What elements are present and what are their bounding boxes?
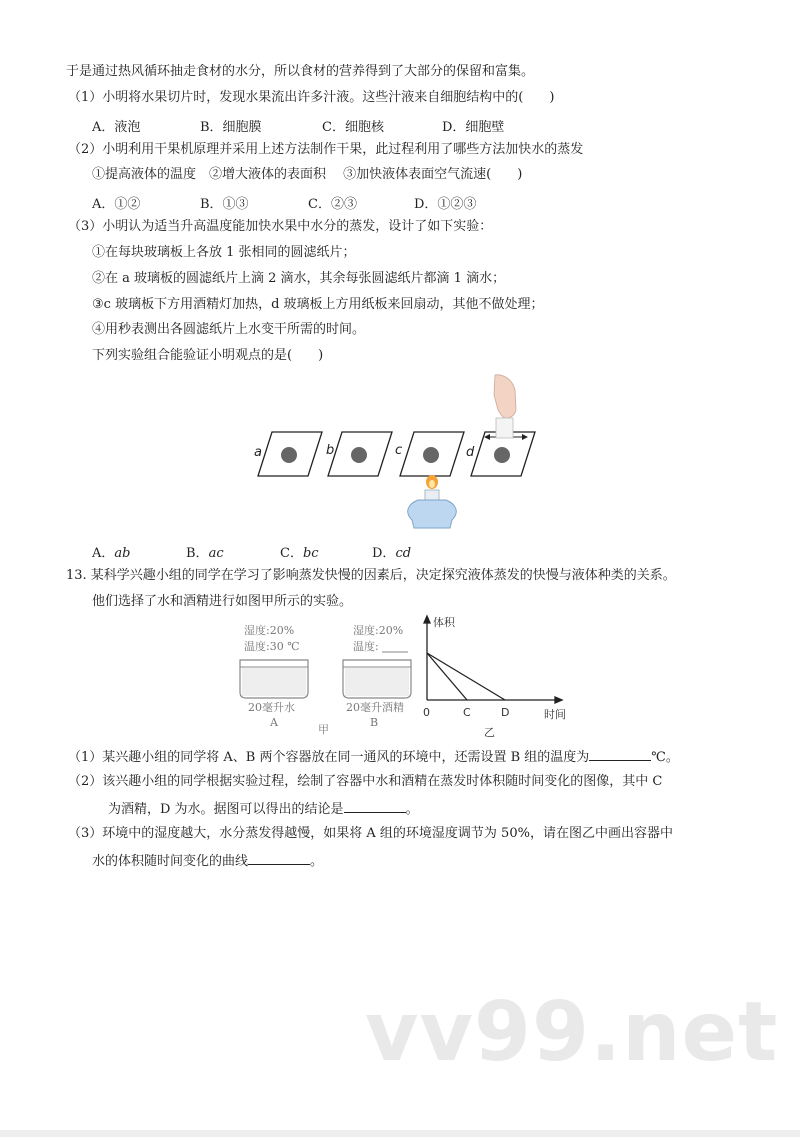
q3-option-b: B．ac — [186, 546, 224, 561]
b-liquid-label: 20毫升酒精 — [346, 701, 404, 714]
q3-question: 下列实验组合能验证小明观点的是( ) — [92, 348, 324, 363]
intro-line: 于是通过热风循环抽走食材的水分，所以食材的营养得到了大部分的保留和富集。 — [66, 64, 535, 79]
q1-option-c: C．细胞核 — [322, 120, 384, 135]
q1-option-b: B．细胞膜 — [200, 120, 262, 135]
q3-stem: （3）小明认为适当升高温度能加快水果中水分的蒸发，设计了如下实验： — [68, 219, 493, 234]
plate-c — [400, 432, 464, 476]
plate-label-b: b — [326, 443, 335, 458]
q2-option-c: C．②③ — [308, 197, 357, 212]
plate-d — [471, 432, 535, 476]
q3-step-2: ②在 a 玻璃板的圆滤纸片上滴 2 滴水，其余每张圆滤纸片都滴 1 滴水； — [92, 271, 506, 286]
c-label: C — [463, 706, 471, 719]
a-temperature: 温度:30 ℃ — [244, 640, 300, 653]
q2-option-a: A．①② — [92, 197, 141, 212]
q3-option-c: C．bc — [280, 546, 319, 561]
q13-sub3-a: （3）环境中的湿度越大，水分蒸发得越慢，如果将 A 组的环境湿度调节为 50%，请在图乙中画出容器中 — [68, 826, 673, 841]
plate-label-d: d — [466, 445, 475, 460]
container-a — [240, 623, 308, 729]
plate-label-a: a — [254, 445, 262, 460]
watermark: vv99.net — [365, 985, 779, 1080]
q1-stem: （1）小明将水果切片时，发现水果流出许多汁液。这些汁液来自细胞结构中的( ) — [68, 90, 555, 105]
answer-blank-3[interactable] — [248, 852, 310, 865]
line-c-alcohol — [427, 653, 467, 700]
volume-time-graph — [424, 616, 562, 703]
y-axis-label: 体积 — [433, 616, 455, 629]
a-name: A — [270, 716, 278, 729]
q13-sub2-a: （2）该兴趣小组的同学根据实验过程，绘制了容器中水和酒精在蒸发时体积随时间变化的图像，其中 C — [68, 774, 663, 789]
q13-stem-2: 他们选择了水和酒精进行如图甲所示的实验。 — [92, 594, 353, 609]
line-d-water — [427, 653, 505, 700]
q13-sub1: （1）某兴趣小组的同学将 A、B 两个容器放在同一通风的环境中，还需设置 B 组的温度为 ℃。 — [68, 750, 679, 765]
glass-plates-figure — [240, 370, 550, 535]
q3-option-d: D．cd — [372, 546, 412, 561]
plate-b — [328, 432, 392, 476]
plate-label-c: c — [395, 443, 403, 458]
q1-option-a: A．液泡 — [92, 120, 141, 135]
plate-a — [258, 432, 322, 476]
q2-option-d: D．①②③ — [414, 197, 477, 212]
q13-stem-1: 13. 某科学兴趣小组的同学在学习了影响蒸发快慢的因素后，决定探究液体蒸发的快慢与液体种类的关系。 — [66, 568, 676, 583]
q3-step-4: ④用秒表测出各圆滤纸片上水变干所需的时间。 — [92, 322, 366, 337]
x-axis-label: 时间 — [544, 708, 566, 721]
q13-sub2-b: 为酒精，D 为水。据图可以得出的结论是 。 — [108, 802, 419, 817]
q3-step-3: ③c 玻璃板下方用酒精灯加热，d 玻璃板上方用纸板来回扇动，其他不做处理； — [92, 297, 544, 312]
a-humidity: 湿度:20% — [244, 624, 295, 637]
q13-sub3-b: 水的体积随时间变化的曲线 。 — [92, 854, 324, 869]
q3-option-a: A．ab — [92, 546, 131, 561]
b-temperature: 温度: — [353, 640, 379, 653]
caption-jia: 甲 — [318, 723, 329, 736]
answer-blank-2[interactable] — [344, 800, 406, 813]
q2-option-b: B．①③ — [200, 197, 249, 212]
alcohol-lamp-icon — [408, 475, 457, 528]
b-humidity: 湿度:20% — [353, 624, 404, 637]
caption-yi: 乙 — [484, 726, 495, 739]
a-liquid-label: 20毫升水 — [248, 701, 295, 714]
b-name: B — [370, 716, 379, 729]
origin-label: 0 — [423, 706, 430, 719]
container-b — [343, 623, 411, 729]
q2-choices: ①提高液体的温度 ②增大液体的表面积 ③加快液体表面空气流速( ) — [92, 167, 523, 182]
hand-fan-icon — [494, 375, 516, 438]
d-label: D — [501, 706, 510, 719]
q1-option-d: D．细胞壁 — [442, 120, 505, 135]
q2-stem: （2）小明利用干果机原理并采用上述方法制作干果，此过程利用了哪些方法加快水的蒸发 — [68, 142, 584, 157]
q3-step-1: ①在每块玻璃板上各放 1 张相同的圆滤纸片； — [92, 245, 356, 260]
page-bottom-edge — [0, 1130, 800, 1137]
figure-jia-yi — [230, 610, 590, 740]
answer-blank-1[interactable] — [589, 748, 651, 761]
